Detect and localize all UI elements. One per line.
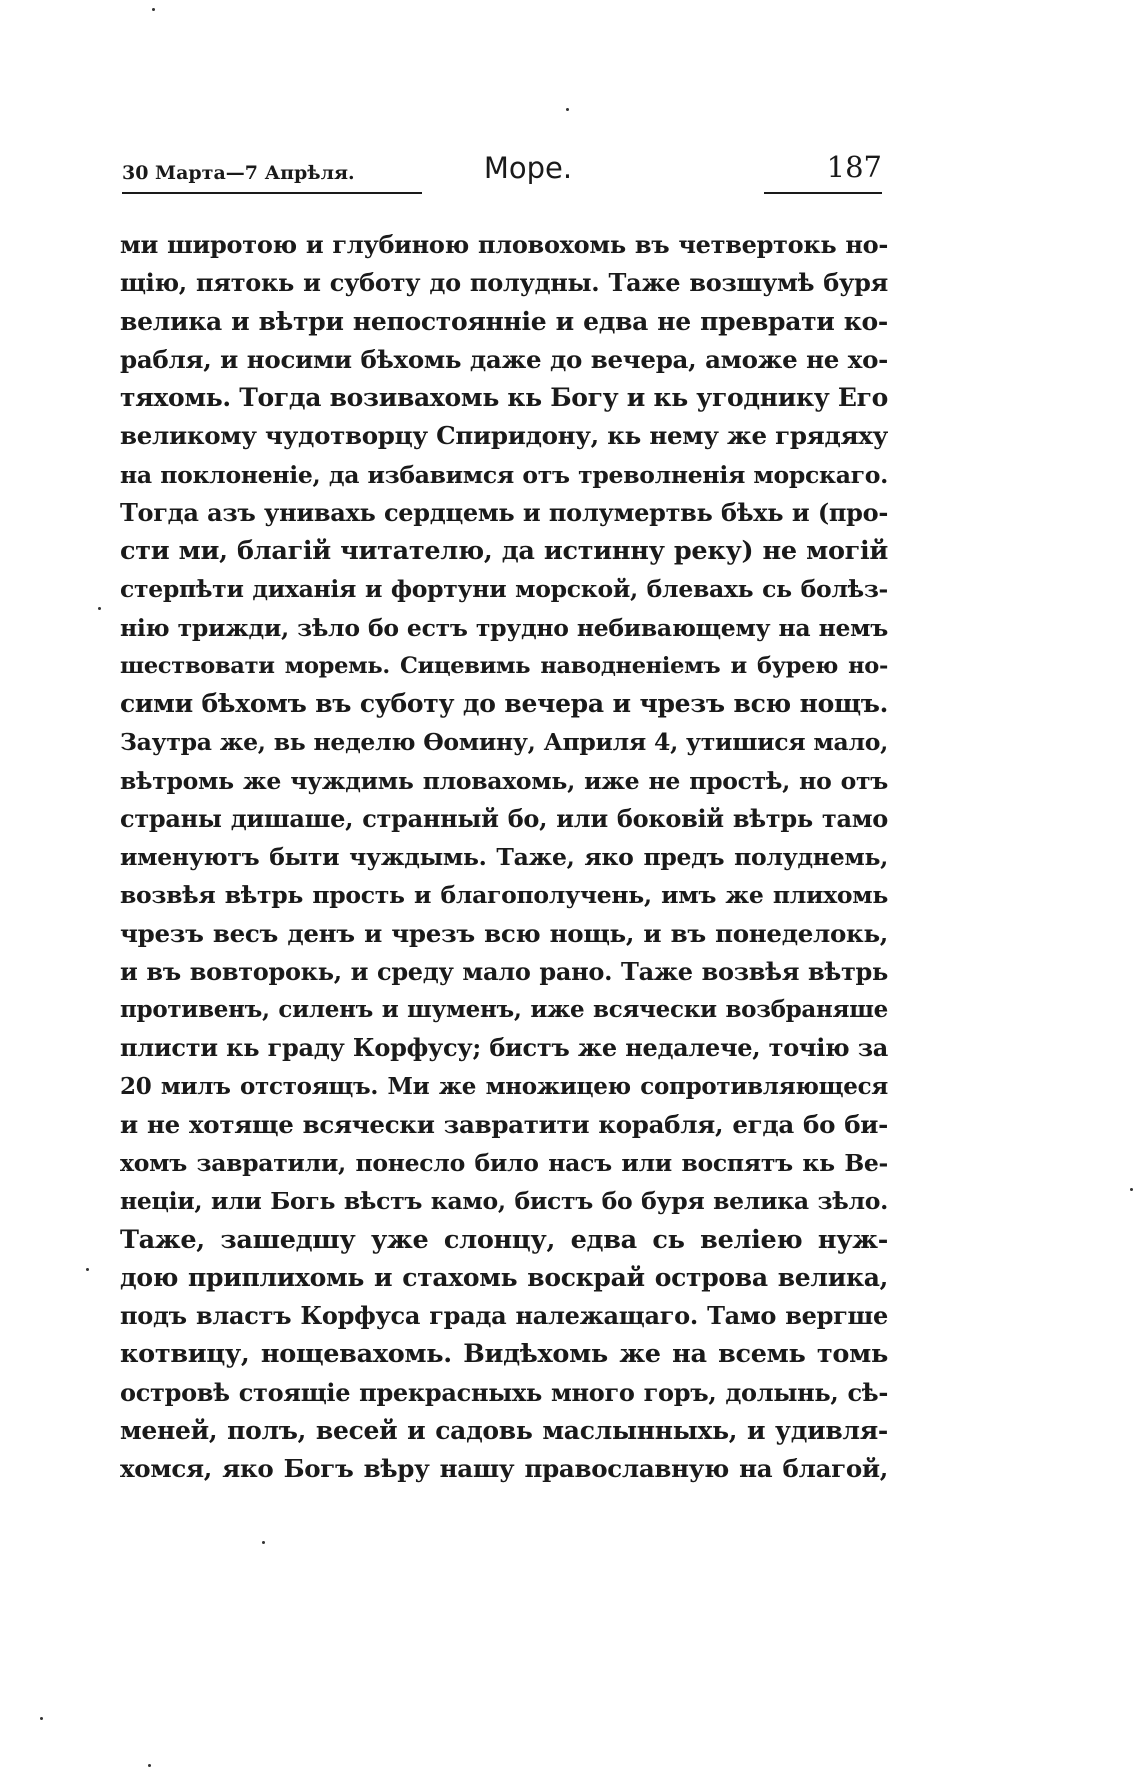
running-header <box>122 146 882 194</box>
text-line: плисти кь граду Корфусу; бистъ же недалече, точію за <box>120 1033 888 1063</box>
text-line: Заутра же, вь неделю Ѳомину, Априля 4, утишися мало, <box>120 728 888 757</box>
text-line: меней, полъ, весей и садовь маслынныхь, и удивля- <box>120 1415 888 1445</box>
header-chapter-title: Море. <box>483 151 573 185</box>
scan-speck <box>86 1268 89 1271</box>
text-line: шествовати моремь. Сицевимь наводненіемъ и бурею но- <box>120 652 888 679</box>
body-text <box>120 226 888 1488</box>
text-line: чрезъ весъ денъ и чрезъ всю нощь, и въ понеделокь, <box>120 918 888 948</box>
header-rule-left <box>122 192 422 194</box>
page-number: 187 <box>826 150 882 184</box>
scan-speck <box>40 1717 43 1720</box>
text-line: 20 милъ отстоящъ. Ми же множицею сопротивляющеся <box>120 1072 888 1100</box>
text-line: стерпѣти диханія и фортуни морской, блевахь сь болѣз- <box>120 575 888 604</box>
scan-speck <box>98 607 101 610</box>
text-line: вѣтромь же чуждимь пловахомь, иже не простѣ, но отъ <box>120 766 888 795</box>
text-line: дою приплихомь и стахомь воскрай острова велика, <box>120 1262 888 1292</box>
text-line: щію, пятокь и суботу до полудны. Таже возшумѣ буря <box>120 268 888 298</box>
scan-speck <box>148 1764 151 1767</box>
text-line: ми широтою и глубиною пловохомь въ четвертокь но- <box>120 230 888 259</box>
text-line: нію трижди, зѣло бо естъ трудно небивающему на немъ <box>120 613 888 642</box>
text-line: неціи, или Богь вѣстъ камо, бистъ бо буря велика зѣло. <box>120 1187 888 1216</box>
scan-speck <box>152 8 155 11</box>
text-line: страны дишаше, странный бо, или боковій вѣтрь тамо <box>120 803 888 833</box>
text-line: тяхомь. Тогда возивахомь кь Богу и кь угоднику Его <box>120 383 888 412</box>
text-line: противенъ, силенъ и шуменъ, иже всячески возбраняше <box>120 996 888 1023</box>
scan-speck <box>566 108 569 111</box>
text-line: сими бѣхомъ въ суботу до вечера и чрезъ всю нощъ. <box>120 689 888 718</box>
scan-speck <box>262 1541 265 1544</box>
text-line: и въ вовторокь, и среду мало рано. Таже возвѣя вѣтрь <box>120 956 888 986</box>
header-date-range: 30 Марта—7 Апрѣля. <box>122 162 355 184</box>
text-line: возвѣя вѣтрь прость и благополучень, имъ же плихомь <box>120 881 888 910</box>
text-line: Таже, зашедшу уже слонцу, едва сь веліею нуж- <box>120 1224 888 1255</box>
text-line: великому чудотворцу Спиридону, кь нему же грядяху <box>120 421 888 451</box>
text-line: именуютъ быти чуждымь. Таже, яко предъ полуднемь, <box>120 843 888 871</box>
text-line: котвицу, нощевахомь. Видѣхомь же на всемь томь <box>120 1339 888 1370</box>
text-line: на поклоненіе, да избавимся отъ треволненія морскаго. <box>120 460 888 489</box>
scan-speck <box>1130 1188 1133 1191</box>
text-line: рабля, и носими бѣхомь даже до вечера, аможе не хо- <box>120 344 888 374</box>
header-rule-right <box>764 192 882 194</box>
text-line: хомъ завратили, понесло било насъ или воспятъ кь Ве- <box>120 1149 888 1177</box>
text-line: сти ми, благій читателю, да истинну реку) не могій <box>120 536 888 566</box>
text-line: и не хотяще всячески завратити корабля, егда бо би- <box>120 1109 888 1139</box>
text-line: островѣ стоящіе прекрасныхь много горъ, долынь, сѣ- <box>120 1377 888 1407</box>
text-line: велика и вѣтри непостоянніе и едва не преврати ко- <box>120 306 888 336</box>
text-line: Тогда азъ унивахь сердцемь и полумертвь бѣхь и (про- <box>120 497 888 527</box>
text-line: подъ властъ Корфуса града належащаго. Тамо вергше <box>120 1301 888 1330</box>
text-line: хомся, яко Богъ вѣру нашу православную на благой, <box>120 1454 888 1483</box>
